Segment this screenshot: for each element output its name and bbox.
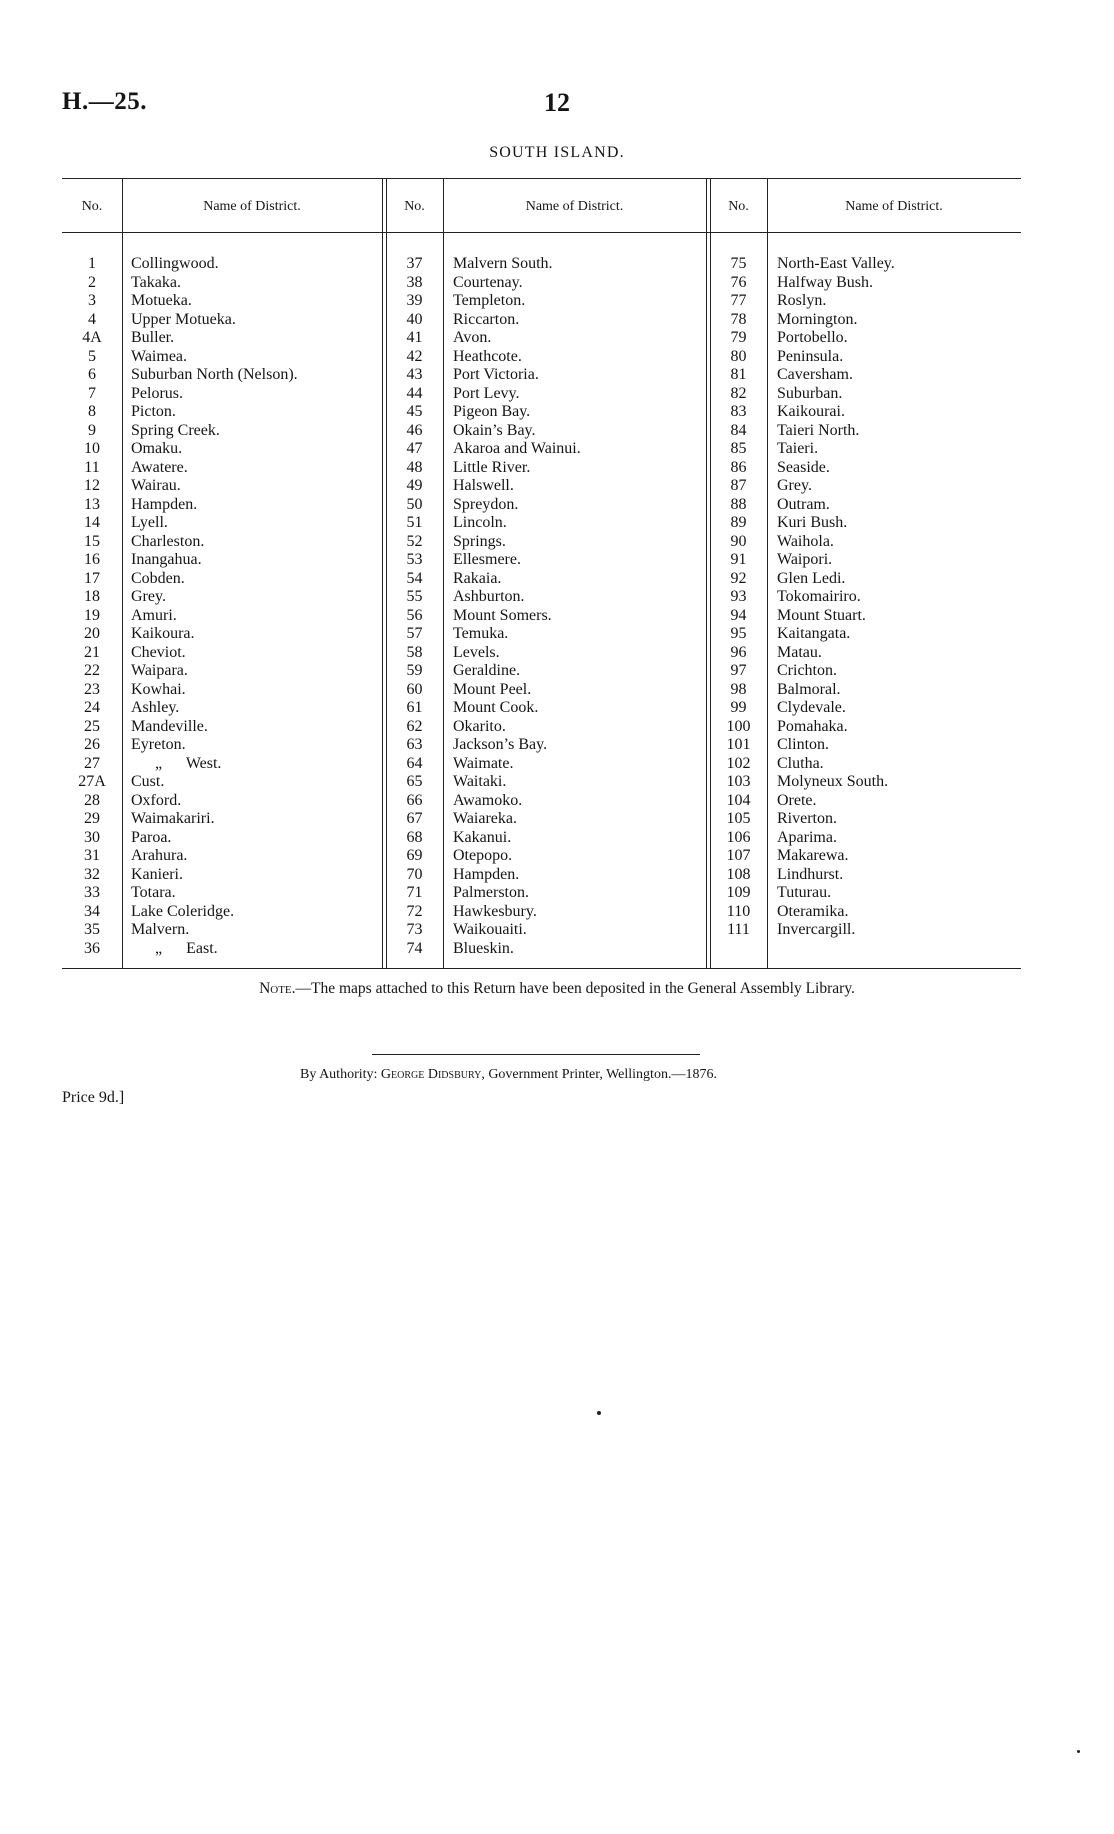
speck-mark [1077, 1750, 1080, 1753]
district-number: 103 [726, 773, 751, 790]
district-number: 10 [84, 440, 100, 457]
district-name: North-East Valley. [777, 255, 895, 272]
district-number: 68 [406, 828, 423, 846]
district-name: Levels. [453, 643, 500, 661]
district-name: Blueskin. [453, 939, 514, 957]
district-number: 44 [406, 384, 423, 402]
district-name: Courtenay. [453, 273, 523, 291]
district-name: Akaroa and Wainui. [453, 440, 581, 457]
district-name: Templeton. [453, 292, 526, 309]
section-title: SOUTH ISLAND. [489, 144, 625, 161]
column-rule [443, 178, 444, 968]
header-no: No. [728, 199, 749, 214]
district-number: 42 [406, 347, 423, 365]
district-number: 30 [84, 828, 100, 846]
district-name: Waipara. [131, 662, 188, 679]
district-number: 88 [730, 495, 747, 513]
district-name: Heathcote. [453, 347, 522, 365]
district-name: Invercargill. [777, 921, 856, 938]
district-name: Roslyn. [777, 292, 827, 309]
district-name: Pigeon Bay. [453, 403, 531, 420]
district-number: 108 [726, 865, 751, 883]
district-number: 24 [84, 699, 100, 716]
district-name: Suburban. [777, 384, 843, 402]
district-name: Riverton. [777, 810, 837, 827]
district-number: 14 [84, 514, 100, 531]
district-name: Pelorus. [131, 384, 183, 402]
district-name: Hampden. [131, 495, 198, 513]
district-name: Outram. [777, 495, 830, 513]
district-name: Cheviot. [131, 643, 186, 661]
district-name: Inangahua. [131, 551, 202, 568]
district-number: 17 [84, 569, 100, 587]
district-number: 4 [88, 310, 96, 328]
district-name: Paroa. [131, 828, 172, 846]
district-number: 61 [406, 699, 423, 716]
note [0, 980, 1114, 998]
district-name: Ellesmere. [453, 551, 521, 568]
district-name: Port Levy. [453, 384, 520, 402]
district-name: Caversham. [777, 366, 853, 383]
district-number: 37 [406, 255, 423, 272]
district-number: 35 [84, 921, 100, 938]
district-number: 22 [84, 662, 100, 679]
district-name: Motueka. [131, 292, 192, 309]
district-name: Awatere. [131, 458, 188, 476]
district-name: Molyneux South. [777, 773, 889, 790]
district-name: Pomahaka. [777, 717, 848, 735]
header-district: Name of District. [525, 199, 624, 214]
district-name: Seaside. [777, 458, 830, 476]
district-name: Kanieri. [131, 865, 183, 883]
district-number: 100 [726, 717, 751, 735]
district-number: 89 [730, 514, 747, 531]
imprint-rest: , Government Printer, Wellington.—1876. [481, 1067, 717, 1082]
district-name: Tokomairiro. [777, 588, 861, 605]
table-bottom-rule [62, 968, 1021, 969]
district-name: Cobden. [131, 569, 185, 587]
district-name: Clydevale. [777, 699, 846, 716]
district-name: Glen Ledi. [777, 569, 846, 587]
note-lead: Note. [259, 980, 296, 997]
district-number: 110 [726, 902, 751, 920]
district-number: 41 [406, 329, 423, 346]
district-name: Lyell. [131, 514, 168, 531]
district-name: Suburban North (Nelson). [131, 366, 298, 383]
district-name: Okarito. [453, 717, 506, 735]
district-number: 63 [406, 736, 423, 753]
district-number: 97 [730, 662, 747, 679]
document-id: H.—25. [62, 88, 147, 115]
imprint-lead: By Authority: [300, 1067, 381, 1082]
district-number: 60 [406, 680, 423, 698]
district-number: 1 [88, 255, 96, 272]
district-name: Clutha. [777, 754, 824, 772]
district-name: Crichton. [777, 662, 837, 679]
district-number: 84 [730, 421, 747, 439]
district-number: 65 [406, 773, 423, 790]
district-name: Waitaki. [453, 773, 507, 790]
header-no: No. [404, 199, 425, 214]
district-name: „ East. [131, 939, 218, 957]
district-number: 2 [88, 273, 96, 291]
district-name: Mornington. [777, 310, 858, 328]
district-name: Temuka. [453, 625, 509, 642]
district-number: 80 [730, 347, 747, 365]
district-number: 69 [406, 847, 423, 864]
district-name: Jackson’s Bay. [453, 736, 548, 753]
district-number: 71 [406, 884, 423, 901]
district-number: 92 [730, 569, 747, 587]
district-number: 104 [726, 791, 751, 809]
district-name: Kaikoura. [131, 625, 195, 642]
district-number: 105 [726, 810, 751, 827]
district-number: 3 [88, 292, 96, 309]
district-number: 107 [726, 847, 751, 864]
district-name: Malvern. [131, 921, 190, 938]
district-number: 49 [406, 477, 423, 494]
district-number: 13 [84, 495, 100, 513]
district-number: 11 [84, 458, 100, 476]
district-name: Halswell. [453, 477, 514, 494]
district-name: Mount Somers. [453, 606, 552, 624]
district-number: 40 [406, 310, 423, 328]
district-number: 54 [406, 569, 423, 587]
district-number: 62 [406, 717, 423, 735]
district-name: Eyreton. [131, 736, 186, 753]
district-number: 83 [730, 403, 747, 420]
district-name: Oxford. [131, 791, 182, 809]
district-number: 16 [84, 551, 100, 568]
district-number: 26 [84, 736, 100, 753]
district-number: 75 [730, 255, 747, 272]
district-number: 87 [730, 477, 747, 494]
district-number: 31 [84, 847, 100, 864]
district-number: 85 [730, 440, 747, 457]
district-name: Ashley. [131, 699, 180, 716]
district-number: 32 [84, 865, 100, 883]
district-number: 36 [84, 939, 100, 957]
district-number: 106 [726, 828, 751, 846]
district-name: Hawkesbury. [453, 902, 537, 920]
district-number: 73 [406, 921, 423, 938]
district-name: Totara. [131, 884, 176, 901]
district-number: 55 [406, 588, 423, 605]
district-name: Picton. [131, 403, 176, 420]
district-number: 74 [406, 939, 423, 957]
district-number: 64 [406, 754, 423, 772]
district-name: Kaitangata. [777, 625, 851, 642]
district-number: 27 [84, 754, 100, 772]
district-name: Omaku. [131, 440, 183, 457]
district-name: Grey. [131, 588, 166, 605]
imprint-printer: George Didsbury [380, 1067, 482, 1082]
district-number: 79 [730, 329, 747, 346]
price: Price 9d.] [62, 1089, 125, 1106]
district-name: Palmerston. [453, 884, 529, 901]
district-number: 20 [84, 625, 100, 642]
district-number: 29 [84, 810, 100, 827]
district-name: Mandeville. [131, 717, 208, 735]
district-name: Balmoral. [777, 680, 841, 698]
speck-mark [597, 1411, 601, 1415]
district-number: 56 [406, 606, 423, 624]
district-name: Kuri Bush. [777, 514, 848, 531]
district-name: Clinton. [777, 736, 830, 753]
column-rule [706, 178, 707, 968]
district-number: 47 [406, 440, 423, 457]
district-name: Tuturau. [777, 884, 832, 901]
district-name: Lincoln. [453, 514, 507, 531]
district-name: Springs. [453, 532, 506, 550]
district-number: 111 [727, 921, 750, 938]
district-number: 50 [406, 495, 423, 513]
district-number: 90 [730, 532, 747, 550]
page-number: 12 [544, 88, 570, 117]
district-name: Kakanui. [453, 828, 512, 846]
district-number: 58 [406, 643, 423, 661]
district-name: Takaka. [131, 273, 181, 291]
district-name: Riccarton. [453, 310, 520, 328]
district-name: Hampden. [453, 865, 520, 883]
district-number: 34 [84, 902, 100, 920]
district-name: Orete. [777, 791, 817, 809]
district-number: 86 [730, 458, 747, 476]
header-district: Name of District. [845, 199, 943, 214]
district-number: 57 [406, 625, 423, 642]
district-name: Arahura. [131, 847, 188, 864]
district-number: 15 [84, 532, 100, 550]
district-number: 45 [406, 403, 423, 420]
district-name: Matau. [777, 643, 822, 661]
district-name: Lake Coleridge. [131, 902, 235, 920]
district-name: Oteramika. [777, 902, 849, 920]
district-name: Waihola. [777, 532, 834, 550]
district-name: Rakaia. [453, 569, 502, 587]
district-name: Taieri. [777, 440, 819, 457]
district-name: Malvern South. [453, 255, 553, 272]
district-name: Mount Stuart. [777, 606, 866, 624]
district-name: Awamoko. [453, 791, 523, 809]
district-number: 12 [84, 477, 100, 494]
header-district: Name of District. [203, 199, 301, 214]
district-number: 76 [730, 273, 747, 291]
district-name: Amuri. [131, 606, 177, 624]
column-rule [122, 178, 123, 968]
district-number: 9 [88, 421, 96, 439]
district-number: 102 [726, 754, 751, 772]
district-name: „ West. [131, 754, 222, 772]
district-name: Geraldine. [453, 662, 521, 679]
note-text: —The maps attached to this Return have been deposited in the General Assembly Library. [295, 980, 855, 997]
district-number: 46 [406, 421, 423, 439]
district-number: 66 [406, 791, 423, 809]
district-name: Spreydon. [453, 495, 519, 513]
district-number: 33 [84, 884, 100, 901]
district-name: Waiareka. [453, 810, 517, 827]
district-number: 59 [406, 662, 423, 679]
district-name: Avon. [453, 329, 492, 346]
district-name: Waimate. [453, 754, 514, 772]
column-rule [382, 178, 383, 968]
district-number: 23 [84, 680, 100, 698]
imprint-rule [372, 1054, 700, 1055]
district-name: Cust. [131, 773, 165, 790]
district-name: Peninsula. [777, 347, 844, 365]
district-name: Waimakariri. [131, 810, 215, 827]
district-name: Little River. [453, 458, 531, 476]
district-number: 51 [406, 514, 423, 531]
district-number: 82 [730, 384, 747, 402]
district-name: Aparima. [777, 828, 837, 846]
district-number: 25 [84, 717, 100, 735]
header-no: No. [81, 199, 103, 214]
table-header-rule [62, 232, 1021, 233]
district-number: 21 [84, 643, 100, 661]
district-number: 39 [406, 292, 423, 309]
district-number: 96 [730, 643, 747, 661]
district-number: 4A [82, 329, 102, 346]
district-name: Otepopo. [453, 847, 513, 864]
district-number: 99 [730, 699, 747, 716]
district-name: Upper Motueka. [131, 310, 236, 328]
table-top-rule [62, 178, 1021, 179]
district-number: 52 [406, 532, 423, 550]
district-number: 38 [406, 273, 423, 291]
district-number: 93 [730, 588, 747, 605]
column-rule [767, 178, 768, 968]
district-name: Charleston. [131, 532, 205, 550]
district-number: 70 [406, 865, 423, 883]
district-number: 43 [406, 366, 423, 383]
district-name: Waipori. [777, 551, 833, 568]
district-name: Port Victoria. [453, 366, 539, 383]
district-name: Okain’s Bay. [453, 421, 536, 439]
imprint [300, 1067, 717, 1083]
district-name: Spring Creek. [131, 421, 220, 439]
district-number: 28 [84, 791, 100, 809]
district-name: Waikouaiti. [453, 921, 527, 938]
district-number: 98 [730, 680, 747, 698]
district-name: Wairau. [131, 477, 181, 494]
district-name: Mount Cook. [453, 699, 539, 716]
district-number: 48 [406, 458, 423, 476]
district-number: 95 [730, 625, 747, 642]
district-name: Waimea. [131, 347, 188, 365]
district-number: 67 [406, 810, 423, 827]
district-name: Taieri North. [777, 421, 860, 439]
district-name: Grey. [777, 477, 812, 494]
district-number: 19 [84, 606, 100, 624]
district-name: Halfway Bush. [777, 273, 873, 291]
district-name: Makarewa. [777, 847, 849, 864]
district-number: 109 [726, 884, 751, 901]
district-name: Buller. [131, 329, 175, 346]
district-number: 78 [730, 310, 747, 328]
district-name: Mount Peel. [453, 680, 532, 698]
district-number: 53 [406, 551, 423, 568]
district-name: Kowhai. [131, 680, 186, 698]
district-name: Lindhurst. [777, 865, 844, 883]
district-number: 8 [88, 403, 96, 420]
district-number: 101 [726, 736, 751, 753]
district-name: Ashburton. [453, 588, 525, 605]
district-number: 94 [730, 606, 747, 624]
district-number: 7 [88, 384, 96, 402]
district-name: Collingwood. [131, 255, 219, 272]
district-number: 72 [406, 902, 423, 920]
district-number: 5 [88, 347, 96, 365]
district-number: 91 [730, 551, 747, 568]
district-number: 6 [88, 366, 96, 383]
district-number: 77 [730, 292, 747, 309]
district-number: 18 [84, 588, 100, 605]
district-number: 81 [730, 366, 747, 383]
district-name: Kaikourai. [777, 403, 845, 420]
district-number: 27A [78, 773, 106, 790]
district-name: Portobello. [777, 329, 848, 346]
